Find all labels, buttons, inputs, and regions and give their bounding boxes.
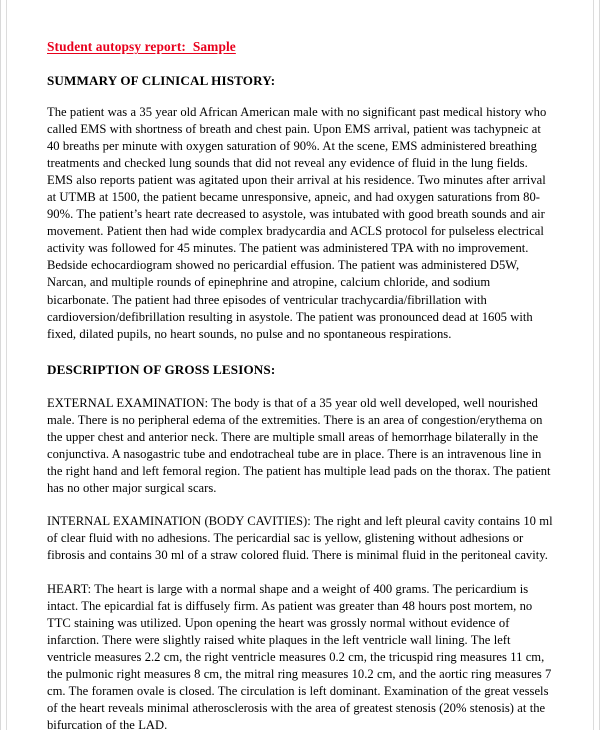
spacer [47,89,555,104]
section-heading-description-of-gross-lesions: DESCRIPTION OF GROSS LESIONS: [47,361,276,377]
page-right-edge-rule [593,0,594,730]
paragraph-external-examination: EXTERNAL EXAMINATION: The body is that of a 35 year old well developed, well nourished male. There is no peripheral edema of the extremities. There is an area of congestion/erythema on the upper chest and anterior neck. There are multiple small areas of hemorrhage bilaterally in the conjunctiva. A nasogastric tube and endotracheal tube are in place. There is an intravenous line in the right hand and left femoral region. The patient has multiple lead pads on the thorax. The patient has no other major surgical scars. [47,395,551,495]
section-heading-summary-of-clinical-history: SUMMARY OF CLINICAL HISTORY: [47,73,276,88]
spacer [47,55,555,72]
spacer [47,497,555,513]
document-content [47,0,555,735]
paragraph-heart: HEART: The heart is large with a normal shape and a weight of 400 grams. The pericardium is intact. The epicardial fat is diffusely firm. As patient was greater than 48 hours post mortem, no TTC staining was utilized. Upon opening the heart was grossly normal without evidence of infarction. There were slightly raised white plaques in the left ventricle wall lining. The left ventricle measures 2.2 cm, the right ventricle measures 0.2 cm, the tricuspid ring measures 11 cm, the pulmonic right measures 8 cm, the mitral ring measures 10.2 cm, and the aortic ring measures 7 cm. The foramen ovale is closed. The circulation is left dominant. Examination of the great vessels of the heart reveals minimal atherosclerosis with the area of greatest stenosis (20% stenosis) at the bifurcation of the LAD. [47,582,552,733]
page-left-edge-rule [6,0,7,730]
document-title: Student autopsy report: Sample [47,39,236,54]
spacer [47,378,555,395]
spacer [47,343,555,361]
paragraph-clinical-history: The patient was a 35 year old African American male with no significant past medical history who called EMS with shortness of breath and chest pain. Upon EMS arrival, patient was tachypneic at 40 breaths per minute with oxygen saturation of 90%. At the scene, EMS administered breathing treatments and checked lung sounds that did not reveal any evidence of fluid in the lung fields. EMS also reports patient was agitated upon their arrival at his residence. Two minutes after arrival at UTMB at 1500, the patient became unresponsive, apneic, and had oxygen saturations from 80-90%. The patient’s heart rate decreased to asystole, was intubated with good breath sounds and air movement. Patient then had wide complex bradycardia and ACLS protocol for pulseless electrical activity was followed for 45 minutes. The patient was administered TPA with no improvement. Bedside echocardiogram showed no pericardial effusion. The patient was administered D5W, Narcan, and multiple rounds of epinephrine and atropine, calcium chloride, and sodium bicarbonate. The patient had three episodes of ventricular trachycardia/fibrillation with cardioversion/defibrillation resulting in asystole. The patient was pronounced dead at 1605 with fixed, dilated pupils, no heart sounds, no pulse and no spontaneous respirations. [47,105,547,341]
spacer [47,564,555,581]
paragraph-internal-examination: INTERNAL EXAMINATION (BODY CAVITIES): The right and left pleural cavity contains 10 ml of clear fluid with no adhesions. The pericardial sac is yellow, glistening without adhesions or fibrosis and contains 30 ml of a straw colored fluid. There is minimal fluid in the peritoneal cavity. [47,513,553,563]
